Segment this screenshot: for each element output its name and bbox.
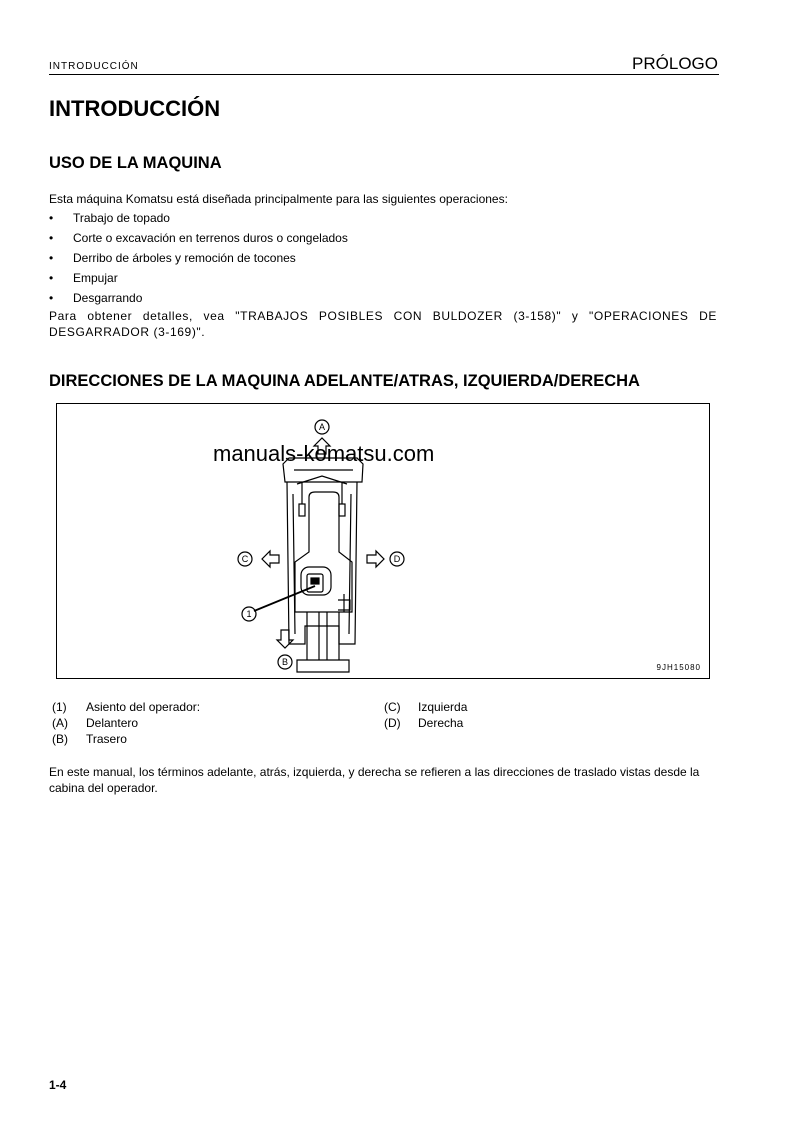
- legend-text: Asiento del operador:: [86, 700, 201, 714]
- bullet: •: [49, 231, 54, 245]
- header-rule: [49, 74, 719, 75]
- label-d: D: [393, 554, 401, 564]
- page-title: INTRODUCCIÓN: [49, 96, 221, 121]
- list-item-text: Empujar: [73, 271, 118, 285]
- label-c: C: [241, 554, 249, 564]
- legend-item: [52, 699, 200, 715]
- bullet: •: [49, 271, 54, 285]
- legend-key: (C): [384, 700, 401, 714]
- list-item-text: Corte o excavación en terrenos duros o congelados: [73, 231, 348, 245]
- heading-direcciones: DIRECCIONES DE LA MAQUINA ADELANTE/ATRAS, IZQUIERDA/DERECHA: [49, 372, 640, 390]
- arrow-backward-icon: [277, 630, 293, 648]
- list-item-text: Trabajo de topado: [73, 211, 170, 225]
- legend-key: (1): [52, 700, 67, 714]
- legend-text: Derecha: [418, 716, 464, 730]
- list-item: [49, 228, 348, 248]
- legend-item: [52, 731, 127, 747]
- directions-note: En este manual, los términos adelante, atrás, izquierda, y derecha se refieren a las direcciones de traslado vistas desde la cabina del operador.: [49, 765, 700, 795]
- legend-key: (A): [52, 716, 68, 730]
- bulldozer-outline: [283, 458, 363, 672]
- legend-text: Trasero: [86, 732, 127, 746]
- uso-details: Para obtener detalles, vea "TRABAJOS POSIBLES CON BULDOZER (3-158)" y "OPERACIONES DE DESGARRADOR (3-169)".: [49, 309, 717, 339]
- list-item-text: Derribo de árboles y remoción de tocones: [73, 251, 296, 265]
- list-item: [49, 248, 296, 268]
- label-a: A: [318, 422, 326, 432]
- arrow-left-icon: [262, 551, 279, 567]
- bullet: •: [49, 291, 54, 305]
- label-b: B: [281, 657, 289, 667]
- legend-item: [384, 715, 463, 731]
- legend-key: (D): [384, 716, 401, 730]
- legend-item: [384, 699, 467, 715]
- uso-intro: Esta máquina Komatsu está diseñada principalmente para las siguientes operaciones:: [49, 192, 508, 206]
- label-1: 1: [246, 609, 252, 619]
- header-chapter: PRÓLOGO: [632, 54, 718, 73]
- list-item: [49, 288, 142, 308]
- legend-text: Izquierda: [418, 700, 468, 714]
- watermark: manuals-komatsu.com: [213, 441, 435, 466]
- legend-text: Delantero: [86, 716, 139, 730]
- heading-uso: USO DE LA MAQUINA: [49, 154, 222, 172]
- list-item-text: Desgarrando: [73, 291, 143, 305]
- list-item: [49, 268, 118, 288]
- bullet: •: [49, 251, 54, 265]
- arrow-right-icon: [367, 551, 384, 567]
- legend-item: [52, 715, 138, 731]
- legend-key: (B): [52, 732, 68, 746]
- bullet: •: [49, 211, 54, 225]
- leader-line: [254, 586, 315, 611]
- figure-code: 9JH15080: [656, 663, 701, 672]
- list-item: [49, 208, 170, 228]
- machine-directions-figure: [56, 403, 710, 679]
- header-section: INTRODUCCIÓN: [49, 61, 139, 72]
- page-number: 1-4: [49, 1078, 67, 1092]
